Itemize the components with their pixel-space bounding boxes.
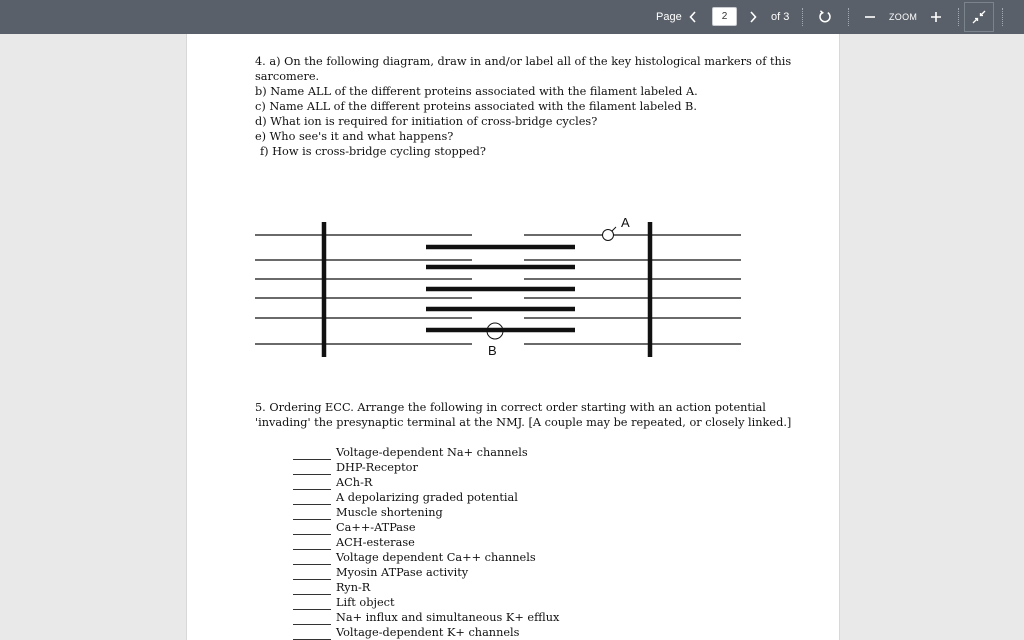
list-item-label: Voltage dependent Ca++ channels [336,551,536,564]
list-item [293,520,559,535]
answer-blank [293,568,331,580]
list-item-label: ACh-R [336,476,373,489]
list-item [293,490,559,505]
list-item-label: Na+ influx and simultaneous K+ efflux [336,611,560,624]
page-count-label: of 3 [771,11,790,23]
answer-blank [293,508,331,520]
list-item-label: ACH-esterase [336,536,415,549]
list-item [293,580,559,595]
answer-blank [293,448,331,460]
answer-blank [293,583,331,595]
list-item-label: Ca++-ATPase [336,521,416,534]
list-item [293,535,559,550]
marker-a-circle [603,230,614,241]
list-item [293,475,559,490]
zoom-in-button[interactable] [928,0,944,34]
marker-a-pointer [612,227,616,231]
page-label: Page [656,11,682,23]
list-item [293,610,559,625]
question-line: 5. Ordering ECC. Arrange the following in correct order starting with an action potential [255,401,766,414]
answer-blank [293,553,331,565]
list-item [293,625,559,640]
answer-blank [293,598,331,610]
list-item [293,595,559,610]
list-item-label: Lift object [336,596,395,609]
pdf-toolbar [0,0,1024,34]
question-line: sarcomere. [255,70,320,83]
question-line: d) What ion is required for initiation of cross-bridge cycles? [255,115,598,128]
list-item-label: A depolarizing graded potential [336,491,518,504]
toolbar-divider [848,8,849,26]
list-item [293,460,559,475]
list-item-label: Voltage-dependent K+ channels [336,626,520,639]
answer-blank [293,613,331,625]
chevron-right-icon [749,11,757,23]
list-item [293,550,559,565]
rotate-button[interactable] [815,0,835,34]
ordering-list [293,445,559,640]
zoom-label: ZOOM [889,12,918,22]
question-line: e) Who see's it and what happens? [255,130,454,143]
answer-blank [293,523,331,535]
plus-icon [930,11,942,23]
list-item-label: Muscle shortening [336,506,443,519]
document-page [186,34,840,640]
toolbar-divider [1002,8,1003,26]
label-b: B [488,343,497,358]
list-item-label: Ryn-R [336,581,371,594]
label-a: A [621,215,630,230]
question-5 [255,400,815,430]
sarcomere-diagram [187,34,839,374]
list-item [293,565,559,580]
list-item-label: Voltage-dependent Na+ channels [336,446,528,459]
question-line: f) How is cross-bridge cycling stopped? [260,145,486,158]
question-line: 4. a) On the following diagram, draw in and/or label all of the key histological markers of this [255,55,792,68]
question-line: 'invading' the presynaptic terminal at the NMJ. [A couple may be repeated, or closely linked.] [255,416,792,429]
minus-icon [864,11,876,23]
exit-fullscreen-button[interactable] [964,2,994,32]
answer-blank [293,538,331,550]
page-number-input[interactable] [712,7,737,26]
collapse-icon [972,10,986,24]
list-item-label: DHP-Receptor [336,461,418,474]
chevron-left-icon [689,11,697,23]
rotate-icon [818,10,832,24]
list-item [293,445,559,460]
next-page-button[interactable] [746,0,760,34]
previous-page-button[interactable] [686,0,700,34]
zoom-out-button[interactable] [862,0,878,34]
answer-blank [293,493,331,505]
toolbar-divider [802,8,803,26]
answer-blank [293,463,331,475]
answer-blank [293,478,331,490]
question-line: b) Name ALL of the different proteins associated with the filament labeled A. [255,85,698,98]
list-item [293,505,559,520]
list-item-label: Myosin ATPase activity [336,566,469,579]
question-line: c) Name ALL of the different proteins associated with the filament labeled B. [255,100,697,113]
answer-blank [293,628,331,640]
toolbar-divider [958,8,959,26]
